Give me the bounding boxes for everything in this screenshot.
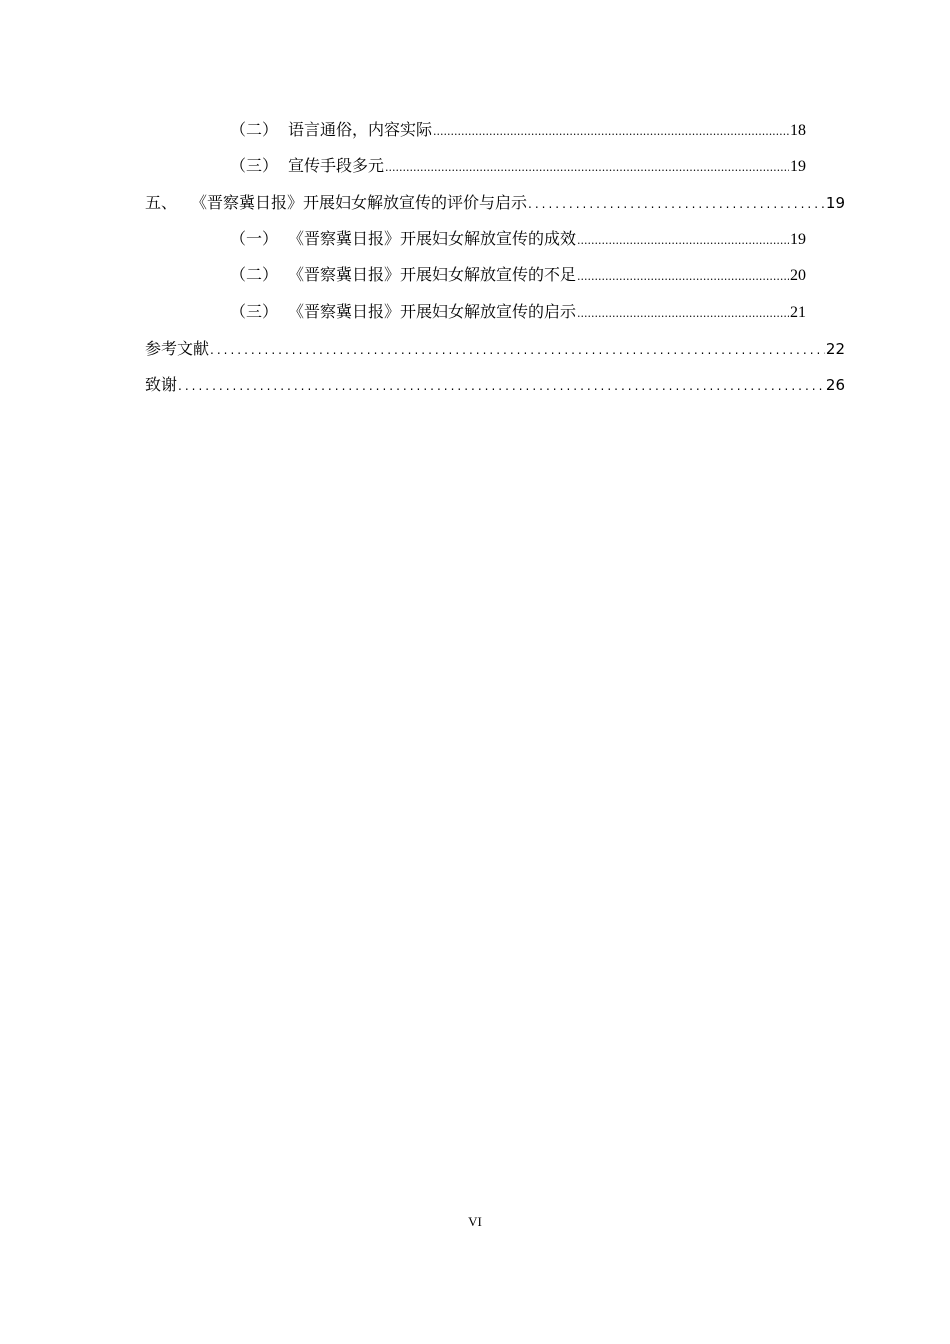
- toc-entry[interactable]: [145, 336, 845, 360]
- toc-entry[interactable]: [145, 190, 845, 214]
- toc-entry[interactable]: [230, 117, 806, 141]
- toc-entry-page: 22: [825, 340, 845, 358]
- toc-entry-number: （三）: [230, 156, 279, 175]
- toc-dot-leader: [210, 343, 825, 357]
- toc-entry-page: 19: [825, 194, 845, 212]
- toc-entry-number: 五、: [145, 193, 178, 212]
- toc-dot-leader: [528, 197, 825, 211]
- toc-entry-page: 19: [790, 158, 806, 175]
- toc-entry[interactable]: [230, 226, 806, 250]
- toc-entry-page: 18: [790, 122, 806, 139]
- toc-entry-page: 21: [790, 304, 806, 321]
- toc-dot-leader: [577, 234, 789, 247]
- toc-entry-title: 《晋察冀日报》开展妇女解放宣传的评价与启示: [191, 193, 528, 212]
- toc-entry-number: （二）: [230, 265, 279, 284]
- toc-entry-page: 26: [825, 376, 845, 394]
- toc-dot-leader: [577, 270, 789, 283]
- toc-entry-title: 《晋察冀日报》开展妇女解放宣传的成效: [288, 229, 577, 248]
- toc-dot-leader: [385, 161, 789, 174]
- toc-entry-page: 19: [790, 231, 806, 248]
- toc-entry[interactable]: [230, 153, 806, 177]
- toc-entry-title: 《晋察冀日报》开展妇女解放宣传的启示: [288, 302, 577, 321]
- toc-entry-page: 20: [790, 267, 806, 284]
- toc-entry-title: 宣传手段多元: [288, 156, 385, 175]
- toc-dot-leader: [178, 379, 825, 393]
- toc-entry-title: 《晋察冀日报》开展妇女解放宣传的不足: [288, 265, 577, 284]
- toc-dot-leader: [433, 125, 789, 138]
- toc-entry-number: （三）: [230, 302, 279, 321]
- page-footer-number: VI: [468, 1214, 482, 1229]
- toc-dot-leader: [577, 307, 789, 320]
- toc-entry[interactable]: [230, 299, 806, 323]
- toc-entry-title: 参考文献: [145, 339, 210, 358]
- toc-entry-number: （一）: [230, 229, 279, 248]
- toc-entry[interactable]: [145, 372, 845, 396]
- toc-entry[interactable]: [230, 262, 806, 286]
- toc-entry-title: 语言通俗，内容实际: [288, 120, 433, 139]
- toc-entry-title: 致谢: [145, 375, 178, 394]
- toc-entry-number: （二）: [230, 120, 279, 139]
